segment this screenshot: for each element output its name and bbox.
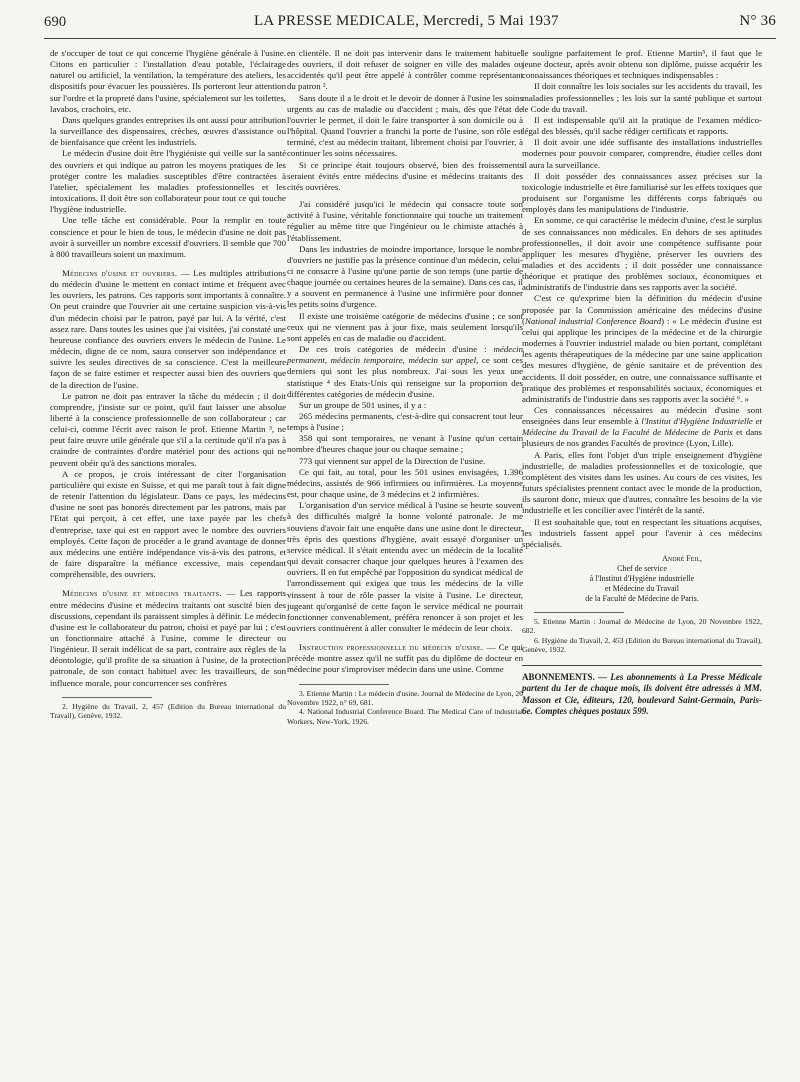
- paragraph-text: C'est ce qu'exprime bien la définition du médecin d'usine proposée par la Commission américaine des médecins d'usine (: [522, 293, 762, 326]
- paragraph: [287, 642, 523, 675]
- paragraph: le souligne parfaitement le prof. Etienne Martin⁵, il faut que le jeune docteur, après avoir obtenu son diplôme, puisse acquérir les connaissances théoriques et techniques indispensables :: [522, 48, 762, 81]
- issue-number: N° 36: [739, 13, 776, 29]
- footnote: 5. Etienne Martin : Journal de Médecine de Lyon, 20 Novembre 1922, 682.: [522, 617, 762, 636]
- subscription-notice: [522, 665, 762, 718]
- paragraph: L'organisation d'un service médical à l'usine se heurte souvent à des difficultés malgré la bonne volonté patronale. Je me souviens d'avoir fait une enquête dans une usine dont le directeur, très épris des questions d'hygiène, avait essayé d'organiser un service médical. Il s'était entendu avec un médecin de la localité qui devait consacrer chaque jour quelques heures à l'examen des ouvriers. Il en fut empêché par l'opposition du syndicat médical de l'arrondissement qui exigea que tous les médecins de la ville vinssent à tour de rôle passer la visite à l'usine. Le directeur, jugeant qu'organisé de cette façon le service médical ne pourrait fonctionner convenablement, préféra renoncer à son projet et les ouvriers continuèrent à aller consulter le médecin de leur choix.: [287, 500, 523, 633]
- footnote: 4. National Industrial Conference Board. The Medical Care of industrial Workers, New-York, 1926.: [287, 707, 523, 726]
- paragraph: Il doit posséder des connaissances assez précises sur la toxicologie industrielle et être familiarisé sur les effets toxiques que produisent sur l'organisme les différents corps fabriqués ou employés dans les manipulations de l'industrie.: [522, 170, 762, 215]
- paragraph: 265 médecins permanents, c'est-à-dire qui consacrent tout leur temps à l'usine ;: [287, 411, 523, 433]
- paragraph: En somme, ce qui caractérise le médecin d'usine, c'est le surplus de ses connaissances non médicales. En dehors de ses aptitudes professionnelles, il doit avoir une compétence suffisante pour appliquer les mesures d'hygiène, préserver les ouvriers des maladies et des accidents ; il doit posséder une connaissance théorique et pratique des problèmes sociaux, économiques et administratifs de l'industrie dans ses rapports avec la société.: [522, 215, 762, 293]
- paragraph: A ce propos, je crois intéressant de citer l'organisation particulière qui existe en Suisse, et qui me paraît tout à fait digne de retenir l'attention du législateur. Dans ce pays, les médecins d'usine ne sont pas honorés directement par les patrons, mais par l'Etat qui perçoit, à cet effet, une taxe payée par les chefs d'entreprise, taxe qui est en rapport avec le nombre des ouvriers employés. Cette façon de procéder a le grand avantage de donner aux médecins une entière indépendance vis-à-vis des patrons, et de faire disparaître la méfiance excessive, mais cependant compréhensible, des ouvriers.: [50, 468, 286, 580]
- section-heading: Médecins d'usine et ouvriers.: [62, 267, 178, 278]
- column-1: [50, 48, 286, 721]
- footnote-rule: [534, 612, 624, 613]
- paragraph: Si ce principe était toujours observé, bien des froissements seraient évités entre médecins d'usine et médecins traitants des cités ouvrières.: [287, 159, 523, 192]
- author-title: Chef de service: [617, 564, 667, 574]
- paragraph: 358 qui sont temporaires, ne venant à l'usine qu'un certain nombre d'heures chaque jour ou chaque semaine ;: [287, 433, 523, 455]
- paragraph: [522, 405, 762, 450]
- paragraph: Sans doute il a le droit et le devoir de donner à l'usine les soins urgents au cas de maladie ou d'accident ; mais, dès que l'état de l'ouvrier le permet, il doit le faire transporter à son domicile ou à l'hôpital. Quand l'ouvrier a franchi la porte de l'usine, son rôle est terminé, c'est au médecin traitant, librement choisi par l'ouvrier, à continuer les soins nécessaires.: [287, 92, 523, 159]
- paragraph: Il est indispensable qu'il ait la pratique de l'examen médico-légal des blessés, qu'il sache rédiger certificats et rapports.: [522, 114, 762, 137]
- paragraph: de s'occuper de tout ce qui concerne l'hygiène générale à l'usine. Citons en particulier : l'installation d'eau potable, l'éclairage naturel ou artificiel, la ventilation, la température des ateliers, les dispositifs pour évacuer les poussières. Ils porteront leur attention sur l'ordre et la propreté dans l'usine, spécialement sur les toilettes, lavabos, crachoirs, etc.: [50, 48, 287, 114]
- paragraph-text: Ces connaissances nécessaires au médecin d'usine sont enseignées dans leur ensemble à: [522, 405, 762, 427]
- paragraph: en clientèle. Il ne doit pas intervenir dans le traitement habituel des ouvriers, il doit refuser de soigner en ville des malades ou accidentés qu'il peut être appelé à contrôler comme représentant du patron ².: [287, 48, 523, 92]
- paragraph: [287, 344, 523, 400]
- paragraph: Le patron ne doit pas entraver la tâche du médecin ; il doit comprendre, j'insiste sur ce point, qu'il faut laisser une absolue liberté à la conscience professionnelle de son collaborateur ; car celui-ci, comme l'écrit avec raison le prof. Etienne Martin ³, ne peut faire œuvre utile générale que s'il a la certitude qu'il n'a pas à craindre de contraintes d'ordre matériel pour des actions qui ne peuvent obéir qu'à des sanctions morales.: [50, 390, 286, 468]
- emphasis-text: médecin permanent, médecin temporaire, médecin sur appel,: [287, 344, 524, 366]
- journal-title: LA PRESSE MEDICALE, Mercredi, 5 Mai 1937: [254, 13, 559, 29]
- footnote: 6. Hygiène du Travail, 2, 453 (Edition du Bureau international du Travail), Genève, 1932.: [522, 635, 762, 655]
- paragraph-text: ) : « Le médecin d'usine est celui qui applique les principes de la médecine et de la chirurgie modernes à l'ouvrier industriel malade ou bien portant, complétant les agents thérapeutiques de la médecine par une saine application des mesures d'hygiène, de génie sanitaire et de prévention des accidents. Il doit posséder, en outre, une connaissance suffisante et pratique des problèmes et responsabilités sociaux, économiques et administratifs de l'industrie dans ses rapports avec la société ⁶. »: [522, 315, 762, 404]
- author-affiliation: et Médecine du Travail: [605, 584, 679, 594]
- paragraph: Dans quelques grandes entreprises ils ont aussi pour attribution la surveillance des dispensaires, crèches, œuvres d'assistance ou de bienfaisance que créent les industriels.: [50, 114, 286, 148]
- paragraph-text: De ces trois catégories de médecin d'usine :: [299, 344, 487, 355]
- paragraph: Ce qui fait, au total, pour les 501 usines envisagées, 1.396 médecins, assistés de 966 infirmiers ou infirmières. La moyenne est, pour chaque usine, de 3 médecins et 2 infirmières.: [287, 466, 523, 500]
- paragraph: J'ai considéré jusqu'ici le médecin qui consacre toute son activité à l'usine, véritable fonctionnaire qui touche un traitement régulier au même titre que l'ingénieur ou le chimiste attachés à l'établissement.: [287, 199, 523, 243]
- footnote: 2. Hygiène du Travail, 2, 457 (Edition du Bureau international du Travail), Genève, 1932.: [50, 701, 286, 721]
- paragraph: [50, 268, 286, 391]
- author-affiliation: à l'Institut d'Hygiène industrielle: [589, 574, 695, 584]
- footnote: 3. Etienne Martin : Le médecin d'usine. Journal de Médecine de Lyon, 20 Novembre 1922, n° 69, 681.: [287, 688, 523, 707]
- author-affiliation: de la Faculté de Médecine de Paris.: [585, 594, 699, 604]
- paragraph-text: et dans plusieurs de nos grandes Facultés de province (Lyon, Lille).: [522, 427, 762, 449]
- author-name: André Feil,: [662, 554, 702, 564]
- paragraph: Il existe une troisième catégorie de médecins d'usine ; ce sont ceux qui ne viennent pas à jour fixe, mais seulement lorsqu'ils sont appelés en cas de maladie ou d'accident.: [287, 310, 523, 343]
- paragraph: Une telle tâche est considérable. Pour la remplir en toute conscience et pour le bien de tous, le médecin d'usine ne doit pas avoir à surveiller un nombre excessif d'ouvriers. Il semble que 700 à 800 travailleurs soient un maximum.: [50, 215, 286, 259]
- footnote-rule: [62, 697, 152, 698]
- footnote-rule: [299, 684, 389, 685]
- author-signature: [522, 554, 762, 604]
- column-3: [522, 48, 762, 718]
- paragraph-text: ce sont ces derniers qui sont les plus nombreux. J'ai sous les yeux une statistique ⁴ des Etats-Unis qui renseigne sur la proportion des différentes catégories de médecin d'usine.: [287, 355, 523, 399]
- section-heading: Médecins d'usine et médecins traitants.: [62, 588, 222, 599]
- paragraph: Dans les industries de moindre importance, lorsque le nombre d'ouvriers ne justifie pas la présence continue d'un médecin, celui-ci ne consacre à l'usine qu'une partie de son temps (une partie de chaque journée ou certaines heures de la semaine). Dans ces cas, il y a souvent en permanence à l'usine une infirmière pour donner les petits soins d'urgence.: [287, 243, 523, 310]
- paragraph-text: — Les multiples attributions du médecin d'usine le mettent en contact intime et fréquent avec les ouvriers, les patrons. Ces rapports sont importants à connaître. On peut craindre que l'ouvrier ait une certaine suspicion vis-à-vis d'un médecin choisi par le patron, payé par lui. A la vérité, c'est assez rare. Dans toutes les usines que j'ai visitées, j'ai constaté une heureuse confiance des ouvriers envers le médecin de l'usine. Le médecin, digne de ce nom, saura conserver son indépendance et suivre les seules directives de sa conscience. C'est la meilleure façon de se faire estimer et respecter aussi bien des ouvriers que de la direction de l'usine.: [50, 267, 287, 390]
- emphasis-text: l'Institut d'Hygiène Industrielle et Médecine du Travail de la Faculté de Médecine de Paris: [522, 416, 762, 438]
- paragraph: 773 qui viennent sur appel de la Direction de l'usine.: [299, 455, 486, 466]
- paragraph: Il doit connaître les lois sociales sur les accidents du travail, les maladies professionnelles ; les lois sur la santé publique et surtout le Code du travail.: [522, 81, 762, 114]
- paragraph: Il doit avoir une idée suffisante des installations industrielles modernes pour pouvoir comparer, comprendre, étudier celles dont il aura la surveillance.: [522, 137, 762, 170]
- page-header: [44, 8, 776, 39]
- page-number: 690: [44, 14, 67, 30]
- section-heading: Instruction professionnelle du médecin d'usine.: [299, 642, 484, 653]
- paragraph: Il est souhaitable que, tout en respectant les situations acquises, les industriels fassent appel pour l'avenir à ces médecins spécialisés.: [522, 516, 762, 549]
- paragraph: [522, 293, 762, 405]
- column-2: [287, 48, 523, 726]
- paragraph-text: — Ce qui précède montre assez qu'il ne suffit pas du diplôme de docteur en médecine pour s'improviser médecin dans une usine. Comme: [287, 642, 524, 675]
- paragraph: A Paris, elles font l'objet d'un triple enseignement d'hygiène industrielle, de maladies professionnelles et de toxicologie, que complètent des visites dans les usines. Au cours de ces visites, les futurs spécialistes prennent contact avec le monde de la production, ils sauront donc, mieux que d'autres, connaître les besoins de la vie industrielle et les concilier avec l'intérêt de la santé.: [522, 449, 762, 516]
- paragraph: [50, 588, 286, 688]
- paragraph: Le médecin d'usine doit être l'hygiéniste qui veille sur la santé des ouvriers et qui indique au patron les moyens pratiques de les protéger contre les maladies susceptibles d'être contractées à l'atelier, spécialement les maladies professionnelles et les intoxications. Il doit être son collaborateur pour tout ce qui touche l'hygiène industrielle.: [50, 148, 286, 215]
- subscription-text: — Les abonnements à La Presse Médicale partent du 1er de chaque mois, ils doivent être adressés à MM. Masson et Cie, éditeurs, 120, boulevard Saint-Germain, Paris-6e. Comptes chèques postaux 599.: [522, 671, 763, 717]
- subscription-label: ABONNEMENTS.: [522, 671, 595, 682]
- emphasis-text: National industrial Conference Board: [524, 315, 662, 326]
- paragraph: Sur un groupe de 501 usines, il y a :: [299, 399, 427, 410]
- paragraph-text: — Les rapports entre médecins d'usine et médecins traitants ont suscité bien des discussions, cependant ils paraissent simples à définir. Le médecin d'usine est le collaborateur du patron, choisi et payé par lui ; c'est un fonctionnaire attaché à l'usine, comme le directeur ou l'ingénieur. Il serait indélicat de sa part, contraire aux règles de la déontologie, qu'il profite de sa situation à l'usine, de la protection patronale, de son contact habituel avec les travailleurs, de son influence morale, pour concurrencer ses confrères: [50, 588, 287, 688]
